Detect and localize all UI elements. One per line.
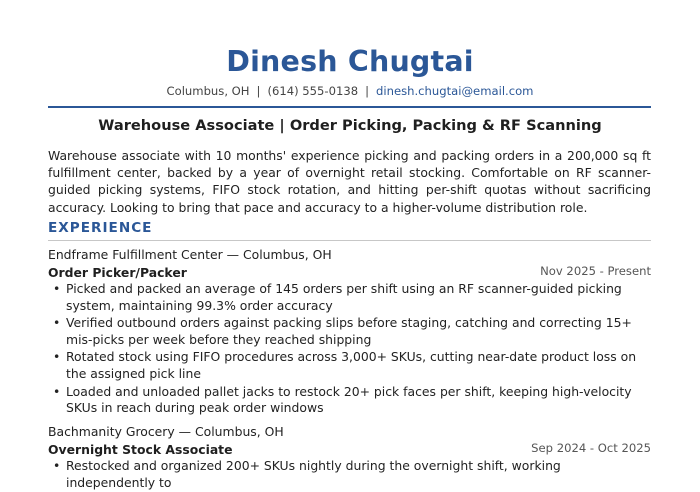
job-bullet: • Picked and packed an average of 145 orders per shift using an RF scanner-guided picking system, maintaining 99.3% order accuracy [48, 281, 651, 314]
job-bullets [48, 281, 651, 417]
job-entry [48, 424, 651, 492]
job-bullet: • Verified outbound orders against packing slips before staging, catching and correcting 15+ mis-picks per week before they reached shipping [48, 315, 651, 348]
job-title-row [48, 440, 651, 457]
job-company: Endframe Fulfillment Center — Columbus, OH [48, 247, 332, 262]
job-title-row [48, 263, 651, 280]
contact-line [0, 84, 700, 98]
contact-separator: | [256, 84, 261, 98]
job-bullets [48, 458, 651, 491]
header-divider [48, 106, 651, 108]
job-dates: Sep 2024 - Oct 2025 [531, 441, 651, 455]
job-bullet: • Restocked and organized 200+ SKUs nightly during the overnight shift, working independently to [48, 458, 651, 491]
contact-location: Columbus, OH [166, 84, 250, 98]
job-title: Order Picker/Packer [48, 265, 187, 280]
contact-separator: | [365, 84, 370, 98]
job-company: Bachmanity Grocery — Columbus, OH [48, 424, 284, 439]
section-title-experience: EXPERIENCE [48, 220, 153, 236]
job-bullet: • Rotated stock using FIFO procedures across 3,000+ SKUs, cutting near-date product loss on the assigned pick line [48, 349, 651, 382]
summary-paragraph: Warehouse associate with 10 months' experience picking and packing orders in a 200,000 sq ft fulfillment center, backed by a year of overnight retail stocking. Comfortable on RF scanner-guided picking systems, FIFO stock rotation, and hitting per-shift quotas without sacrificing accuracy. Looking to bring that pace and accuracy to a higher-volume distribution role. [48, 148, 651, 215]
job-entry [48, 247, 651, 418]
job-bullet: • Loaded and unloaded pallet jacks to restock 20+ pick faces per shift, keeping high-velocity SKUs in reach during peak order windows [48, 384, 651, 417]
job-title: Overnight Stock Associate [48, 442, 233, 457]
job-dates: Nov 2025 - Present [540, 264, 651, 278]
section-divider [48, 240, 651, 241]
contact-phone: (614) 555-0138 [267, 84, 359, 98]
candidate-name: Dinesh Chugtai [226, 45, 474, 78]
headline: Warehouse Associate | Order Picking, Packing & RF Scanning [98, 117, 602, 134]
contact-email-link[interactable]: dinesh.chugtai@email.com [376, 84, 534, 98]
